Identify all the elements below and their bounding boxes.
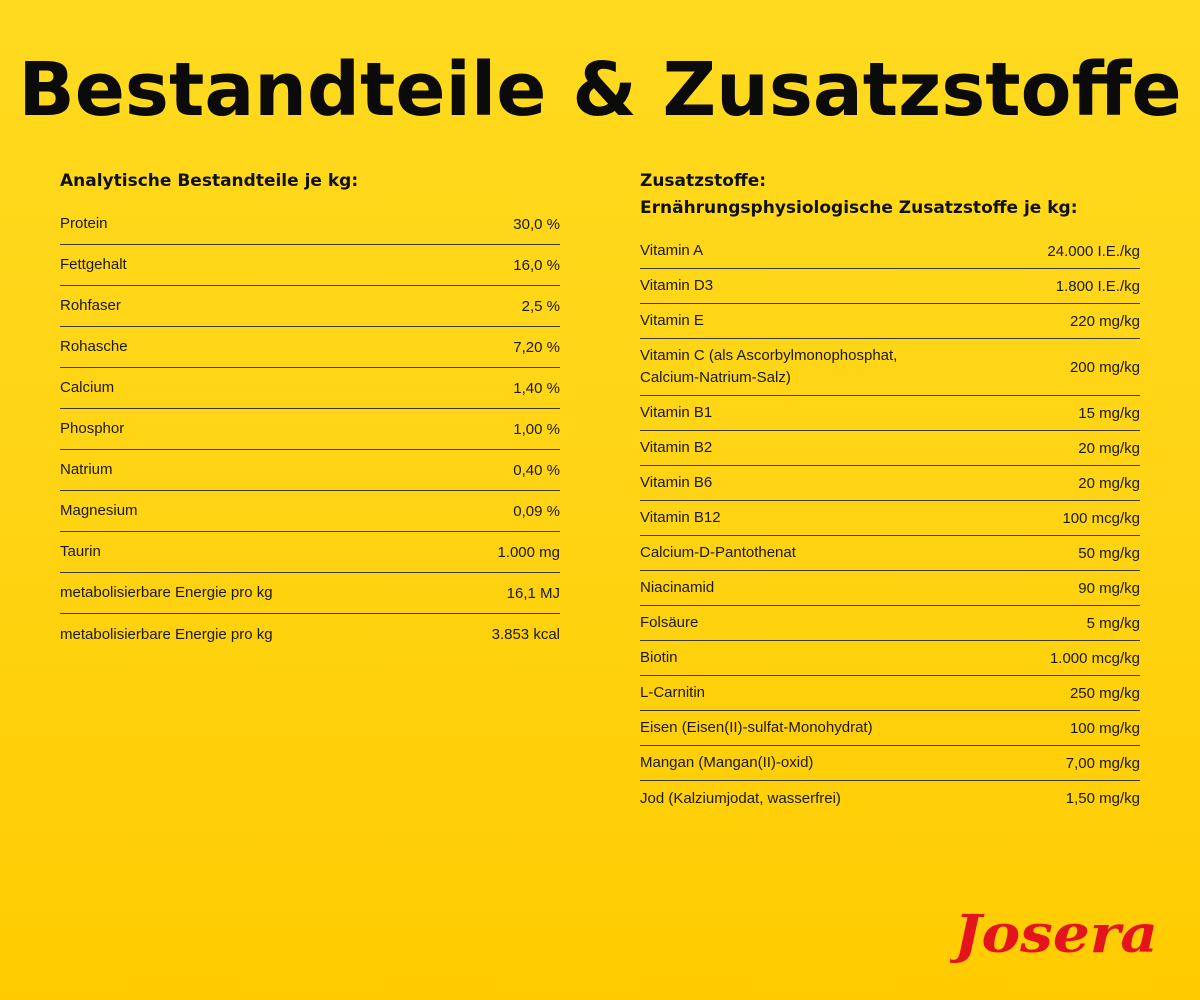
row-label: Rohasche <box>60 338 128 355</box>
row-label: Calcium <box>60 379 115 396</box>
row-value: 1,00 % <box>513 420 560 438</box>
table-row <box>60 286 560 327</box>
table-row <box>60 327 560 368</box>
row-label: Natrium <box>60 461 113 478</box>
row-value: 220 mg/kg <box>1069 312 1140 330</box>
row-label: Phosphor <box>60 420 125 437</box>
table-row <box>60 532 560 573</box>
row-value: 100 mg/kg <box>1069 719 1140 737</box>
row-label: Niacinamid <box>640 579 715 596</box>
row-label: Vitamin E <box>640 312 704 329</box>
table-row <box>640 234 1140 269</box>
josera-logo <box>950 908 1162 964</box>
row-value: 15 mg/kg <box>1078 404 1140 422</box>
table-row <box>640 466 1140 501</box>
josera-logo-text: Josera <box>950 908 1158 964</box>
row-value: 20 mg/kg <box>1078 474 1140 492</box>
row-label: Eisen (Eisen(II)-sulfat-Monohydrat) <box>640 719 873 736</box>
row-label: Mangan (Mangan(II)-oxid) <box>640 754 814 771</box>
row-label: metabolisierbare Energie pro kg <box>60 625 273 643</box>
table-row <box>640 269 1140 304</box>
table-row <box>640 746 1140 781</box>
row-label: Calcium-D-Pantothenat <box>640 544 796 561</box>
table-row <box>60 573 560 614</box>
row-label: Jod (Kalziumjodat, wasserfrei) <box>640 789 841 807</box>
table-row <box>60 614 560 655</box>
table-row <box>640 339 1140 396</box>
table-row <box>640 501 1140 536</box>
table-row <box>60 409 560 450</box>
row-label: metabolisierbare Energie pro kg <box>60 584 273 601</box>
row-value: 1.000 mg <box>497 543 560 561</box>
row-value: 2,5 % <box>521 297 560 315</box>
table-row <box>640 641 1140 676</box>
additives-heading-line1: Zusatzstoffe: <box>640 171 767 191</box>
row-label: Vitamin A <box>640 242 704 259</box>
table-row <box>640 711 1140 746</box>
row-value: 50 mg/kg <box>1078 544 1140 562</box>
table-row <box>60 245 560 286</box>
row-value: 1,50 mg/kg <box>1065 790 1140 807</box>
row-value: 16,0 % <box>513 256 560 274</box>
row-label: Protein <box>60 215 108 232</box>
row-label: Magnesium <box>60 502 138 519</box>
row-value: 20 mg/kg <box>1078 439 1140 457</box>
table-row <box>60 450 560 491</box>
row-value: 200 mg/kg <box>1069 358 1140 376</box>
row-label: Vitamin C (als Ascorbylmonophosphat, Calcium-Natrium-Salz) <box>640 347 898 386</box>
additives-heading-line2: Ernährungsphysiologische Zusatzstoffe je kg: <box>640 198 1078 218</box>
row-label: Vitamin B1 <box>640 404 713 421</box>
additives-table <box>640 234 1140 816</box>
row-label: Rohfaser <box>60 297 121 314</box>
table-row <box>640 431 1140 466</box>
row-value: 1.000 mcg/kg <box>1049 649 1140 667</box>
page-title: Bestandteile & Zusatzstoffe <box>18 47 1182 133</box>
row-label: Taurin <box>60 543 101 560</box>
row-label: Vitamin D3 <box>640 277 714 294</box>
table-row <box>640 536 1140 571</box>
row-value: 0,40 % <box>513 461 560 479</box>
additives-heading <box>640 168 1140 222</box>
josera-logo-graphic <box>950 908 1162 964</box>
row-value: 7,20 % <box>513 338 560 356</box>
analytical-heading: Analytische Bestandteile je kg: <box>60 171 359 191</box>
table-row <box>60 491 560 532</box>
row-label: Fettgehalt <box>60 256 127 273</box>
row-value: 7,00 mg/kg <box>1065 754 1140 772</box>
row-label: L-Carnitin <box>640 684 706 701</box>
analytical-constituents-section <box>60 168 560 655</box>
row-value: 1.800 I.E./kg <box>1055 277 1140 295</box>
row-value: 16,1 MJ <box>506 584 560 602</box>
row-value: 100 mcg/kg <box>1062 509 1140 527</box>
table-row <box>640 396 1140 431</box>
table-row <box>640 781 1140 816</box>
row-label: Vitamin B12 <box>640 509 721 526</box>
row-value: 90 mg/kg <box>1078 579 1140 597</box>
table-row <box>640 304 1140 339</box>
additives-section <box>640 168 1140 816</box>
analytical-table <box>60 204 560 655</box>
table-row <box>640 606 1140 641</box>
table-row <box>640 571 1140 606</box>
row-value: 0,09 % <box>513 502 560 520</box>
row-value: 30,0 % <box>513 215 560 233</box>
row-value: 1,40 % <box>513 379 560 397</box>
table-row <box>60 368 560 409</box>
row-value: 24.000 I.E./kg <box>1047 242 1140 260</box>
row-label: Vitamin B2 <box>640 439 713 456</box>
table-row <box>640 676 1140 711</box>
row-label: Vitamin B6 <box>640 474 713 491</box>
row-value: 5 mg/kg <box>1086 614 1140 632</box>
row-label: Biotin <box>640 649 678 666</box>
table-row <box>60 204 560 245</box>
row-value: 3.853 kcal <box>491 626 560 643</box>
row-label: Folsäure <box>640 614 699 631</box>
row-value: 250 mg/kg <box>1069 684 1140 702</box>
